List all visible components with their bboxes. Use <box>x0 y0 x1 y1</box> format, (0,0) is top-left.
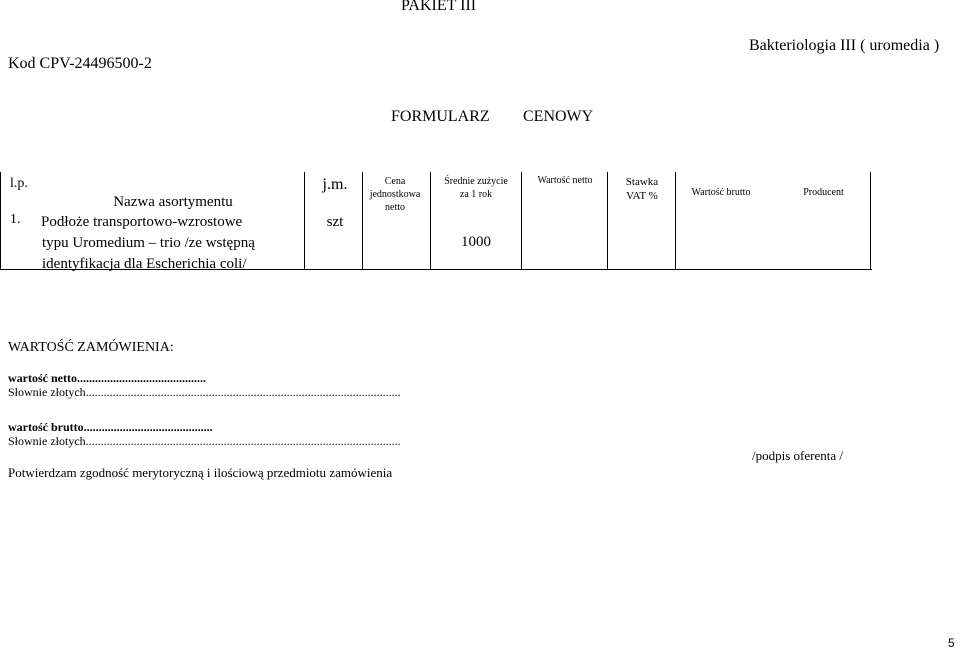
form-title-word1: FORMULARZ <box>391 108 490 125</box>
table-divider <box>430 172 431 270</box>
row-unit: szt <box>326 214 344 230</box>
row-product-name <box>41 212 303 275</box>
header-value-gross: Wartość brutto <box>691 187 751 198</box>
signature-label: /podpis oferenta / <box>752 448 843 463</box>
row-name-line: Podłoże transportowo-wzrostowe <box>41 214 243 230</box>
table-divider <box>304 172 305 270</box>
row-number: 1. <box>10 212 21 227</box>
header-vat-line: VAT % <box>626 190 658 202</box>
table-divider <box>521 172 522 270</box>
header-avg-usage-line: za 1 rok <box>459 189 493 200</box>
net-value-line: wartość netto........................................... <box>8 371 206 385</box>
row-name-line: typu Uromedium – trio /ze wstępną <box>42 235 255 251</box>
form-title-word2: CENOWY <box>523 108 594 125</box>
header-name: Nazwa asortymentu <box>113 194 233 210</box>
gross-value-line: wartość brutto........................................... <box>8 420 213 434</box>
header-avg-usage <box>432 175 520 201</box>
gross-in-words-line: Słownie złotych......................................................................................................... <box>8 434 401 448</box>
cpv-code: Kod CPV-24496500-2 <box>8 55 152 72</box>
row-name-line: identyfikacja dla Escherichia coli/ <box>42 256 247 272</box>
header-avg-usage-line: Średnie zużycie <box>444 176 508 187</box>
page-number: 5 <box>948 636 955 650</box>
price-table <box>0 172 872 270</box>
header-vat-line: Stawka <box>625 176 659 188</box>
header-producer: Producent <box>803 187 844 198</box>
header-vat <box>608 175 676 203</box>
table-border-left <box>0 172 1 270</box>
row-quantity: 1000 <box>461 234 491 250</box>
header-lp: l.p. <box>10 176 28 191</box>
header-unit: j.m. <box>322 176 348 193</box>
confirmation-text: Potwierdzam zgodność merytoryczną i ilościową przedmiotu zamówienia <box>8 465 393 480</box>
net-in-words-line: Słownie złotych......................................................................................................... <box>8 385 401 399</box>
header-unit-price: Cena jednostkowa netto <box>369 176 421 213</box>
header-value-net: Wartość netto <box>537 175 593 186</box>
category-title: Bakteriologia III ( uromedia ) <box>749 37 940 54</box>
order-value-heading: WARTOŚĆ ZAMÓWIENIA: <box>8 340 174 355</box>
package-title: PAKIET III <box>401 0 477 14</box>
